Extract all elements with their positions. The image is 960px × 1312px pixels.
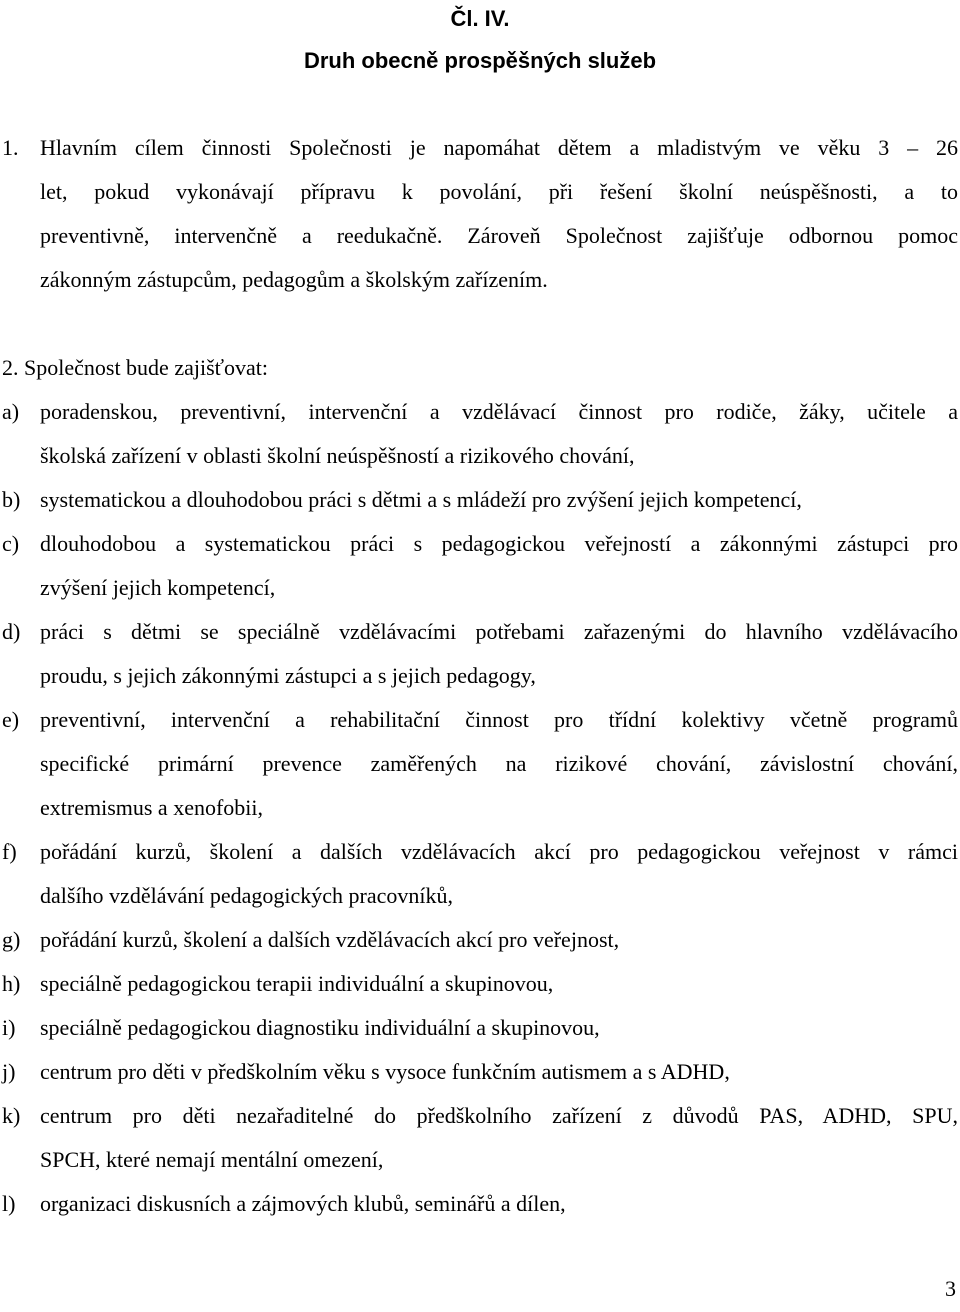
list-item-line: extremismus a xenofobii, [40,795,264,820]
paragraph-line: Hlavním cílem činnosti Společnosti je napomáhat dětem a mladistvým ve věku 3 – 26 [40,135,958,160]
paragraph-line: preventivně, intervenčně a reedukačně. Zároveň Společnost zajišťuje odbornou pomoc [40,223,958,248]
list-item-marker: c) [2,531,20,556]
list-item-line: centrum pro děti v předškolním věku s vysoce funkčním autismem a s ADHD, [40,1059,730,1084]
list-item [0,478,960,522]
paragraph-line: let, pokud vykonávají přípravu k povolání, při řešení školní neúspěšnosti, a to [40,179,958,204]
list-item-marker: h) [2,971,21,996]
list-item-line: systematickou a dlouhodobou práci s dětmi a s mládeží pro zvýšení jejich kompetencí, [40,487,802,512]
list-item-text [40,1094,958,1182]
paragraph-body [40,126,958,302]
list-item-text [40,1050,958,1094]
list-item-text [40,1006,958,1050]
list-item-line: SPCH, které nemají mentální omezení, [40,1147,384,1172]
list-item-marker: b) [2,487,21,512]
list-item-line: pořádání kurzů, školení a dalších vzdělávacích akcí pro veřejnost, [40,927,620,952]
list-item-marker: a) [2,399,20,424]
list-item-text [40,1182,958,1226]
list-item-text [40,918,958,962]
list-item-text [40,830,958,918]
services-list [0,390,960,1226]
list-item-marker: f) [2,839,17,864]
article-title: Druh obecně prospěšných služeb [303,48,657,73]
list-item-text [40,698,958,830]
list-item-line: centrum pro děti nezařaditelné do předškolního zařízení z důvodů PAS, ADHD, SPU, [40,1103,958,1128]
list-item-marker: e) [2,707,20,732]
list-item-line: proudu, s jejich zákonnými zástupci a s jejich pedagogy, [40,663,536,688]
list-item [0,1006,960,1050]
list-item [0,522,960,610]
list-item-line: speciálně pedagogickou diagnostiku individuální a skupinovou, [40,1015,600,1040]
list-item-line: organizaci diskusních a zájmových klubů, seminářů a dílen, [40,1191,566,1216]
list-item-line: speciálně pedagogickou terapii individuální a skupinovou, [40,971,554,996]
list-item-line: zvýšení jejich kompetencí, [40,575,276,600]
list-item-text [40,962,958,1006]
list-item [0,1050,960,1094]
list-item [0,830,960,918]
list-item-line: specifické primární prevence zaměřených na rizikové chování, závislostní chování, [40,751,958,776]
page-number: 3 [945,1276,956,1301]
list-item-text [40,478,958,522]
list-item-line: školská zařízení v oblasti školní neúspěšností a rizikového chování, [40,443,635,468]
list-item-line: práci s dětmi se speciálně vzdělávacími potřebami zařazenými do hlavního vzdělávacího [40,619,958,644]
list-item [0,1094,960,1182]
list-item-line: dalšího vzdělávání pedagogických pracovníků, [40,883,453,908]
list-item-marker: d) [2,619,21,644]
list-item-line: pořádání kurzů, školení a dalších vzdělávacích akcí pro pedagogickou veřejnost v rámci [40,839,958,864]
paragraph-1 [0,126,960,302]
list-item [0,698,960,830]
list-item [0,918,960,962]
list-item-text [40,610,958,698]
list-item-marker: g) [2,927,21,952]
list-item [0,1182,960,1226]
list-item-marker: j) [2,1059,16,1084]
list-item-line: preventivní, intervenční a rehabilitační činnost pro třídní kolektivy včetně programů [40,707,958,732]
list-item-text [40,522,958,610]
list-item-marker: i) [2,1015,16,1040]
list-item-marker: l) [2,1191,16,1216]
paragraph-line: zákonným zástupcům, pedagogům a školským zařízením. [40,267,548,292]
paragraph-number: 1. [2,135,19,160]
list-item-line: poradenskou, preventivní, intervenční a vzdělávací činnost pro rodiče, žáky, učitele a [40,399,958,424]
list-item-text [40,390,958,478]
list-item [0,610,960,698]
list-item [0,390,960,478]
list-item [0,962,960,1006]
list-item-marker: k) [2,1103,21,1128]
list-item-line: dlouhodobou a systematickou práci s pedagogickou veřejností a zákonnými zástupci pro [40,531,958,556]
article-number: Čl. IV. [450,6,510,31]
paragraph-2-intro: 2. Společnost bude zajišťovat: [2,355,269,380]
